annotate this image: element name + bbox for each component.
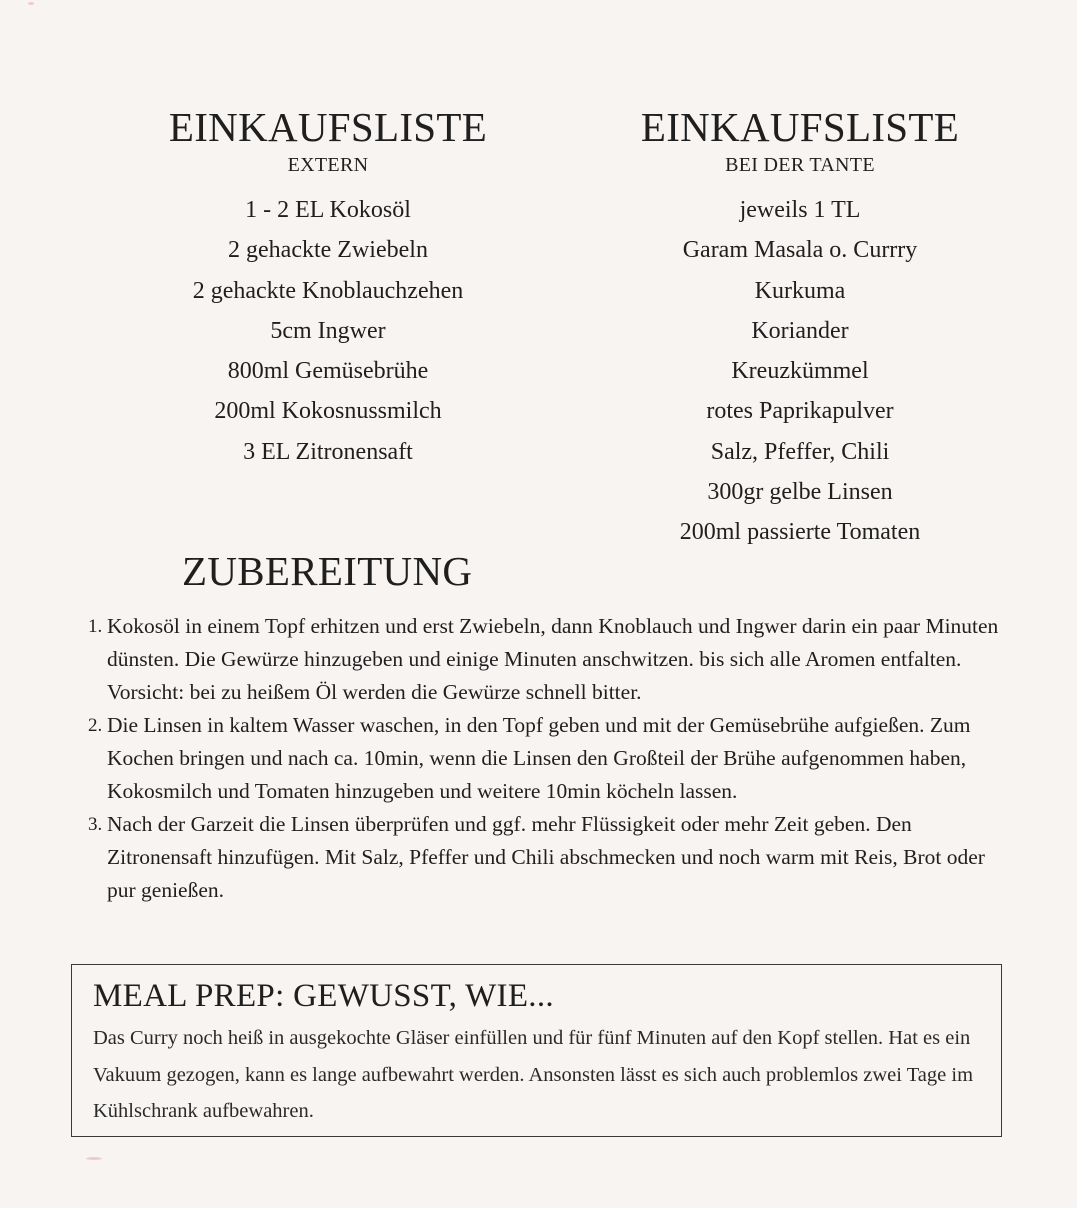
- shopping-list-extern-subtitle: EXTERN: [287, 154, 369, 176]
- preparation-step: [84, 709, 1004, 808]
- list-item: Kurkuma: [754, 277, 846, 304]
- list-item: 800ml Gemüsebrühe: [227, 358, 429, 385]
- list-item: 2 gehackte Knoblauchzehen: [192, 277, 464, 304]
- step-number: 3.: [88, 814, 103, 835]
- list-item: Salz, Pfeffer, Chili: [710, 438, 890, 465]
- list-item: 2 gehackte Zwiebeln: [228, 237, 428, 264]
- meal-prep-text: Das Curry noch heiß in ausgekochte Gläser einfüllen und für fünf Minuten auf den Kopf stellen. Hat es ein Vakuum gezogen, kann es lange aufbewahrt werden. Ansonsten lässt es sich auch problemlos zwei Tage im Kühlschrank aufbewahren.: [93, 1027, 974, 1122]
- shopping-list-tante-items: [600, 190, 1000, 553]
- list-item: 1 - 2 EL Kokosöl: [245, 197, 411, 223]
- list-item: 300gr gelbe Linsen: [707, 479, 893, 506]
- preparation-step: [84, 610, 1004, 709]
- preparation-heading: ZUBEREITUNG: [182, 548, 473, 594]
- shopping-list-extern-items: [130, 190, 526, 472]
- decorative-dot-top-left: [28, 2, 34, 5]
- step-number: 1.: [88, 616, 103, 637]
- shopping-list-tante-title: EINKAUFSLISTE: [640, 104, 960, 150]
- step-text: Kokosöl in einem Topf erhitzen und erst Zwiebeln, dann Knoblauch und Ingwer darin ein paar Minuten dünsten. Die Gewürze hinzugeben und einige Minuten anschwitzen. bis sich alle Aromen entfalten. Vorsicht: bei zu heißem Öl werden die Gewürze schnell bitter.: [107, 614, 999, 704]
- list-item: 200ml Kokosnussmilch: [214, 398, 442, 425]
- preparation-step: [84, 808, 1004, 907]
- meal-prep-title: MEAL PREP: GEWUSST, WIE...: [93, 978, 554, 1014]
- step-text: Die Linsen in kaltem Wasser waschen, in den Topf geben und mit der Gemüsebrühe aufgießen. Zum Kochen bringen und nach ca. 10min, wenn die Linsen den Großteil der Brühe aufgenommen haben, Kokosmilch und Tomaten hinzugeben und weitere 10min köcheln lassen.: [107, 713, 971, 803]
- list-item: 5cm Ingwer: [270, 317, 386, 344]
- shopping-list-extern-title: EINKAUFSLISTE: [168, 104, 488, 150]
- list-item: Garam Masala o. Currry: [682, 237, 918, 264]
- list-item: rotes Paprikapulver: [706, 398, 894, 425]
- shopping-list-extern: [130, 104, 526, 472]
- list-item: Kreuzkümmel: [731, 358, 869, 385]
- list-item: jeweils 1 TL: [739, 197, 861, 223]
- list-item: 200ml passierte Tomaten: [679, 519, 921, 546]
- list-item: Koriander: [751, 317, 849, 344]
- decorative-dot-bottom-left: [86, 1157, 102, 1160]
- meal-prep-box: [71, 964, 1002, 1137]
- shopping-list-tante: [600, 104, 1000, 553]
- preparation-steps: [84, 610, 1004, 907]
- shopping-list-tante-subtitle: BEI DER TANTE: [725, 154, 875, 176]
- step-text: Nach der Garzeit die Linsen überprüfen und ggf. mehr Flüssigkeit oder mehr Zeit geben. Den Zitronensaft hinzufügen. Mit Salz, Pfeffer und Chili abschmecken und noch warm mit Reis, Brot oder pur genießen.: [107, 812, 985, 902]
- step-number: 2.: [88, 715, 103, 736]
- list-item: 3 EL Zitronensaft: [243, 438, 413, 465]
